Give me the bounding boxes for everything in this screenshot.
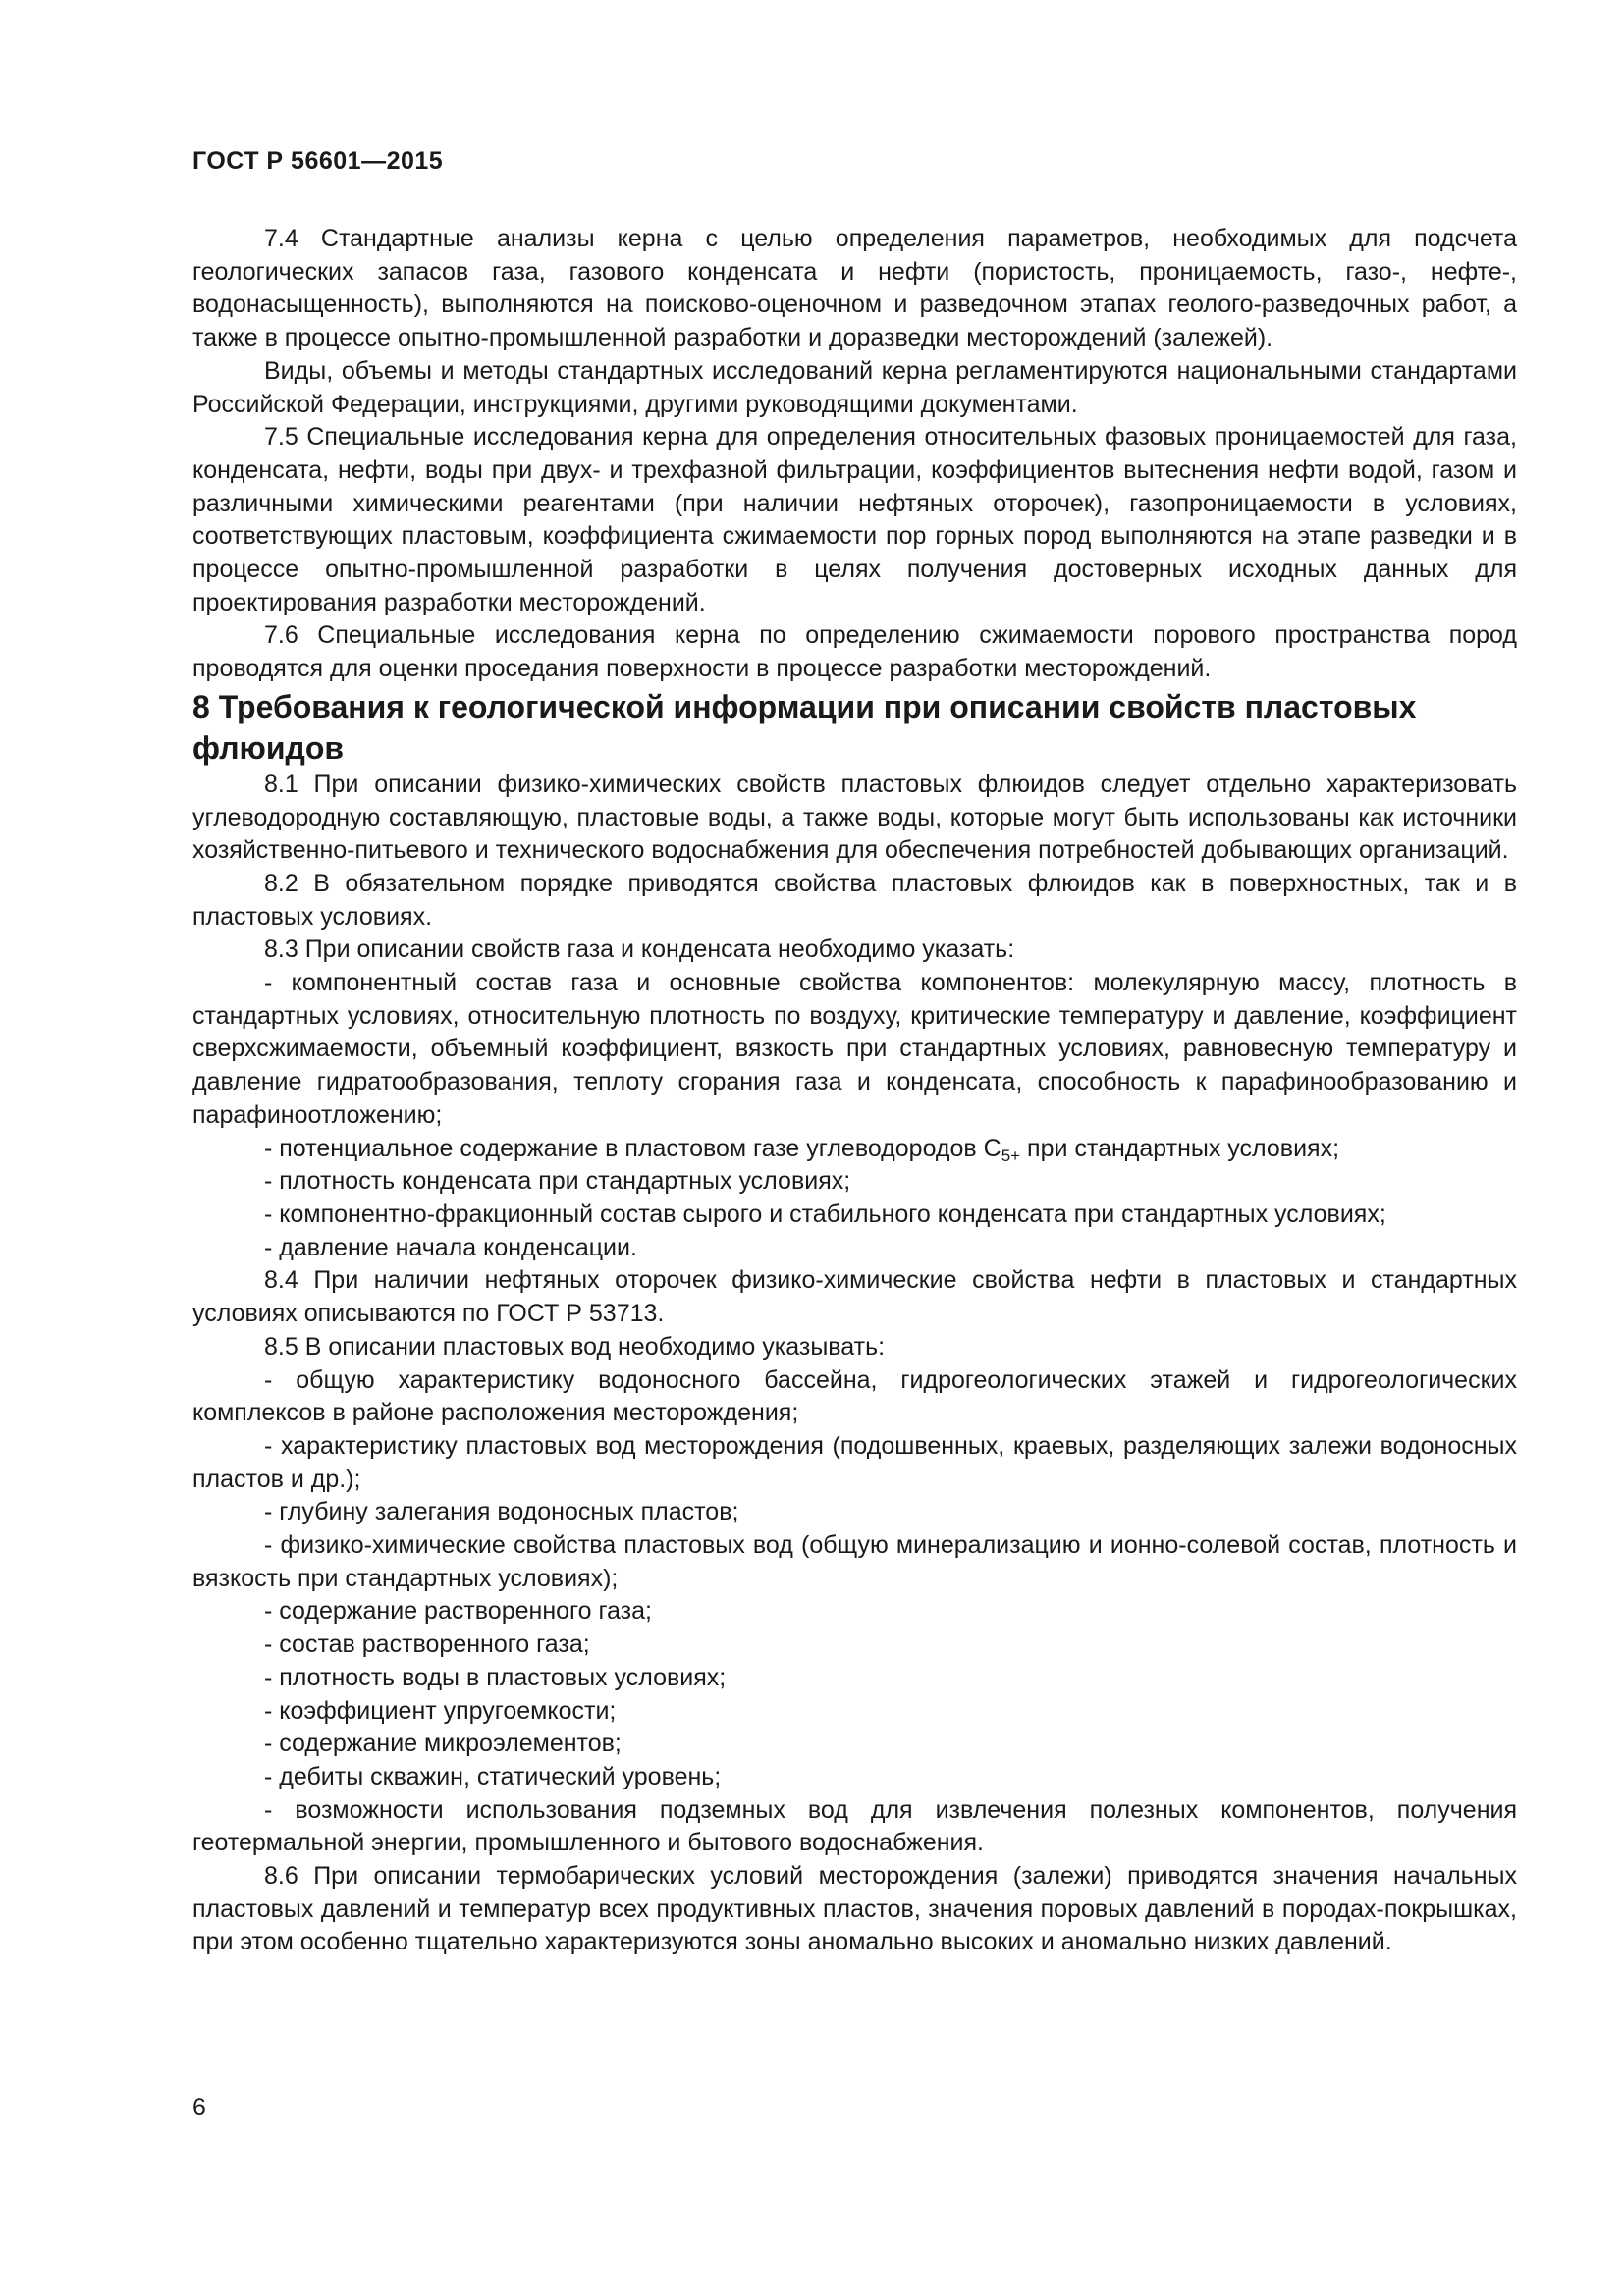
paragraph-7-6: 7.6 Специальные исследования керна по определению сжимаемости порового пространства пород проводятся для оценки проседания поверхности в процессе разработки месторождений. (192, 621, 1517, 683)
list-item-well-flow: - дебиты скважин, статический уровень; (264, 1762, 722, 1790)
paragraph-8-6: 8.6 При описании термобарических условий месторождения (залежи) приводятся значения начальных пластовых давлений и температур всех продуктивных пластов, значения поровых давлений в породах-покрышках, при этом особенно тщательно характеризуются зоны аномально высоких и аномально низких давлений. (192, 1862, 1517, 1956)
paragraph-8-5: 8.5 В описании пластовых вод необходимо указывать: (264, 1332, 886, 1361)
list-item-dissolved-gas-content: - содержание растворенного газа; (264, 1597, 652, 1626)
paragraph-8-2: 8.2 В обязательном порядке приводятся свойства пластовых флюидов как в поверхностных, так и в пластовых условиях. (192, 869, 1517, 931)
page-number: 6 (192, 2094, 206, 2121)
paragraph-7-5: 7.5 Специальные исследования керна для определения относительных фазовых проницаемостей для газа, конденсата, нефти, воды при двух- и трехфазной фильтрации, коэффициентов вытеснения нефти водой, газом и различными химическими реагентами (при наличии нефтяных оторочек), газопроницаемости в условиях, соответствующих пластовым, коэффициента сжимаемости пор горных пород выполняются на этапе разведки и в процессе опытно-промышленной разработки в целях получения достоверных исходных данных для проектирования разработки месторождений. (192, 423, 1517, 616)
paragraph-7-4: 7.4 Стандартные анализы керна с целью определения параметров, необходимых для подсчета геологических запасов газа, газового конденсата и нефти (пористость, проницаемость, газо-, нефте-, водонасыщенность), выполняются на поисково-оценочном и разведочном этапах геолого-разведочных работ, а также в процессе опытно-промышленной разработки и доразведки месторождений (залежей). (192, 225, 1517, 352)
c5-text-after: при стандартных условиях; (1020, 1134, 1340, 1162)
list-item-c5-content (192, 1133, 1517, 1166)
list-item-groundwater-use: - возможности использования подземных вод для извлечения полезных компонентов, получения геотермальной энергии, промышленного и бытового водоснабжения. (192, 1795, 1517, 1857)
list-item-microelements: - содержание микроэлементов; (264, 1730, 622, 1758)
document-header: ГОСТ Р 56601—2015 (192, 147, 444, 175)
list-item-condensation-pressure: - давление начала конденсации. (264, 1233, 637, 1261)
list-item-condensate-composition: - компонентно-фракционный состав сырого и стабильного конденсата при стандартных условиях; (264, 1200, 1386, 1228)
list-item-formation-water: - характеристику пластовых вод месторождения (подошвенных, краевых, разделяющих залежи водоносных пластов и др.); (192, 1431, 1517, 1493)
list-item-dissolved-gas-composition: - состав растворенного газа; (264, 1630, 590, 1659)
paragraph-8-1: 8.1 При описании физико-химических свойств пластовых флюидов следует отдельно характеризовать углеводородную составляющую, пластовые воды, а также воды, которые могут быть использованы как источники хозяйственно-питьевого и технического водоснабжения для обеспечения потребностей добывающих организаций. (192, 770, 1517, 865)
list-item-depth: - глубину залегания водоносных пластов; (264, 1498, 739, 1526)
c5-text-before: - потенциальное содержание в пластовом газе углеводородов С (264, 1134, 1001, 1162)
document-body (192, 223, 1517, 1959)
c5-subscript: 5+ (1001, 1146, 1021, 1165)
list-item-gas-composition: - компонентный состав газа и основные свойства компонентов: молекулярную массу, плотность в стандартных условиях, относительную плотность по воздуху, критические температуру и давление, коэффициент сверхсжимаемости, объемный коэффициент, вязкость при стандартных условиях, равновесную температуру и давление гидратообразования, теплоту сгорания газа и конденсата, способность к парафинообразованию и парафиноотложению; (192, 969, 1517, 1129)
paragraph-8-4: 8.4 При наличии нефтяных оторочек физико-химические свойства нефти в пластовых и стандартных условиях описываются по ГОСТ Р 53713. (192, 1266, 1517, 1328)
section-8-title: 8 Требования к геологической информации при описании свойств пластовых флюидов (192, 688, 1417, 766)
list-item-physchem: - физико-химические свойства пластовых вод (общую минерализацию и ионно-солевой состав, плотность и вязкость при стандартных условиях); (192, 1531, 1517, 1592)
list-item-condensate-density: - плотность конденсата при стандартных условиях; (264, 1167, 851, 1196)
list-item-basin: - общую характеристику водоносного бассейна, гидрогеологических этажей и гидрогеологических комплексов в районе расположения месторождения; (192, 1365, 1517, 1427)
list-item-water-density: - плотность воды в пластовых условиях; (264, 1663, 727, 1691)
list-item-elasticity: - коэффициент упругоемкости; (264, 1696, 617, 1725)
paragraph-7-4-note: Виды, объемы и методы стандартных исследований керна регламентируются национальными стандартами Российской Федерации, инструкциями, другими руководящими документами. (192, 356, 1517, 418)
paragraph-8-3: 8.3 При описании свойств газа и конденсата необходимо указать: (264, 935, 1015, 964)
